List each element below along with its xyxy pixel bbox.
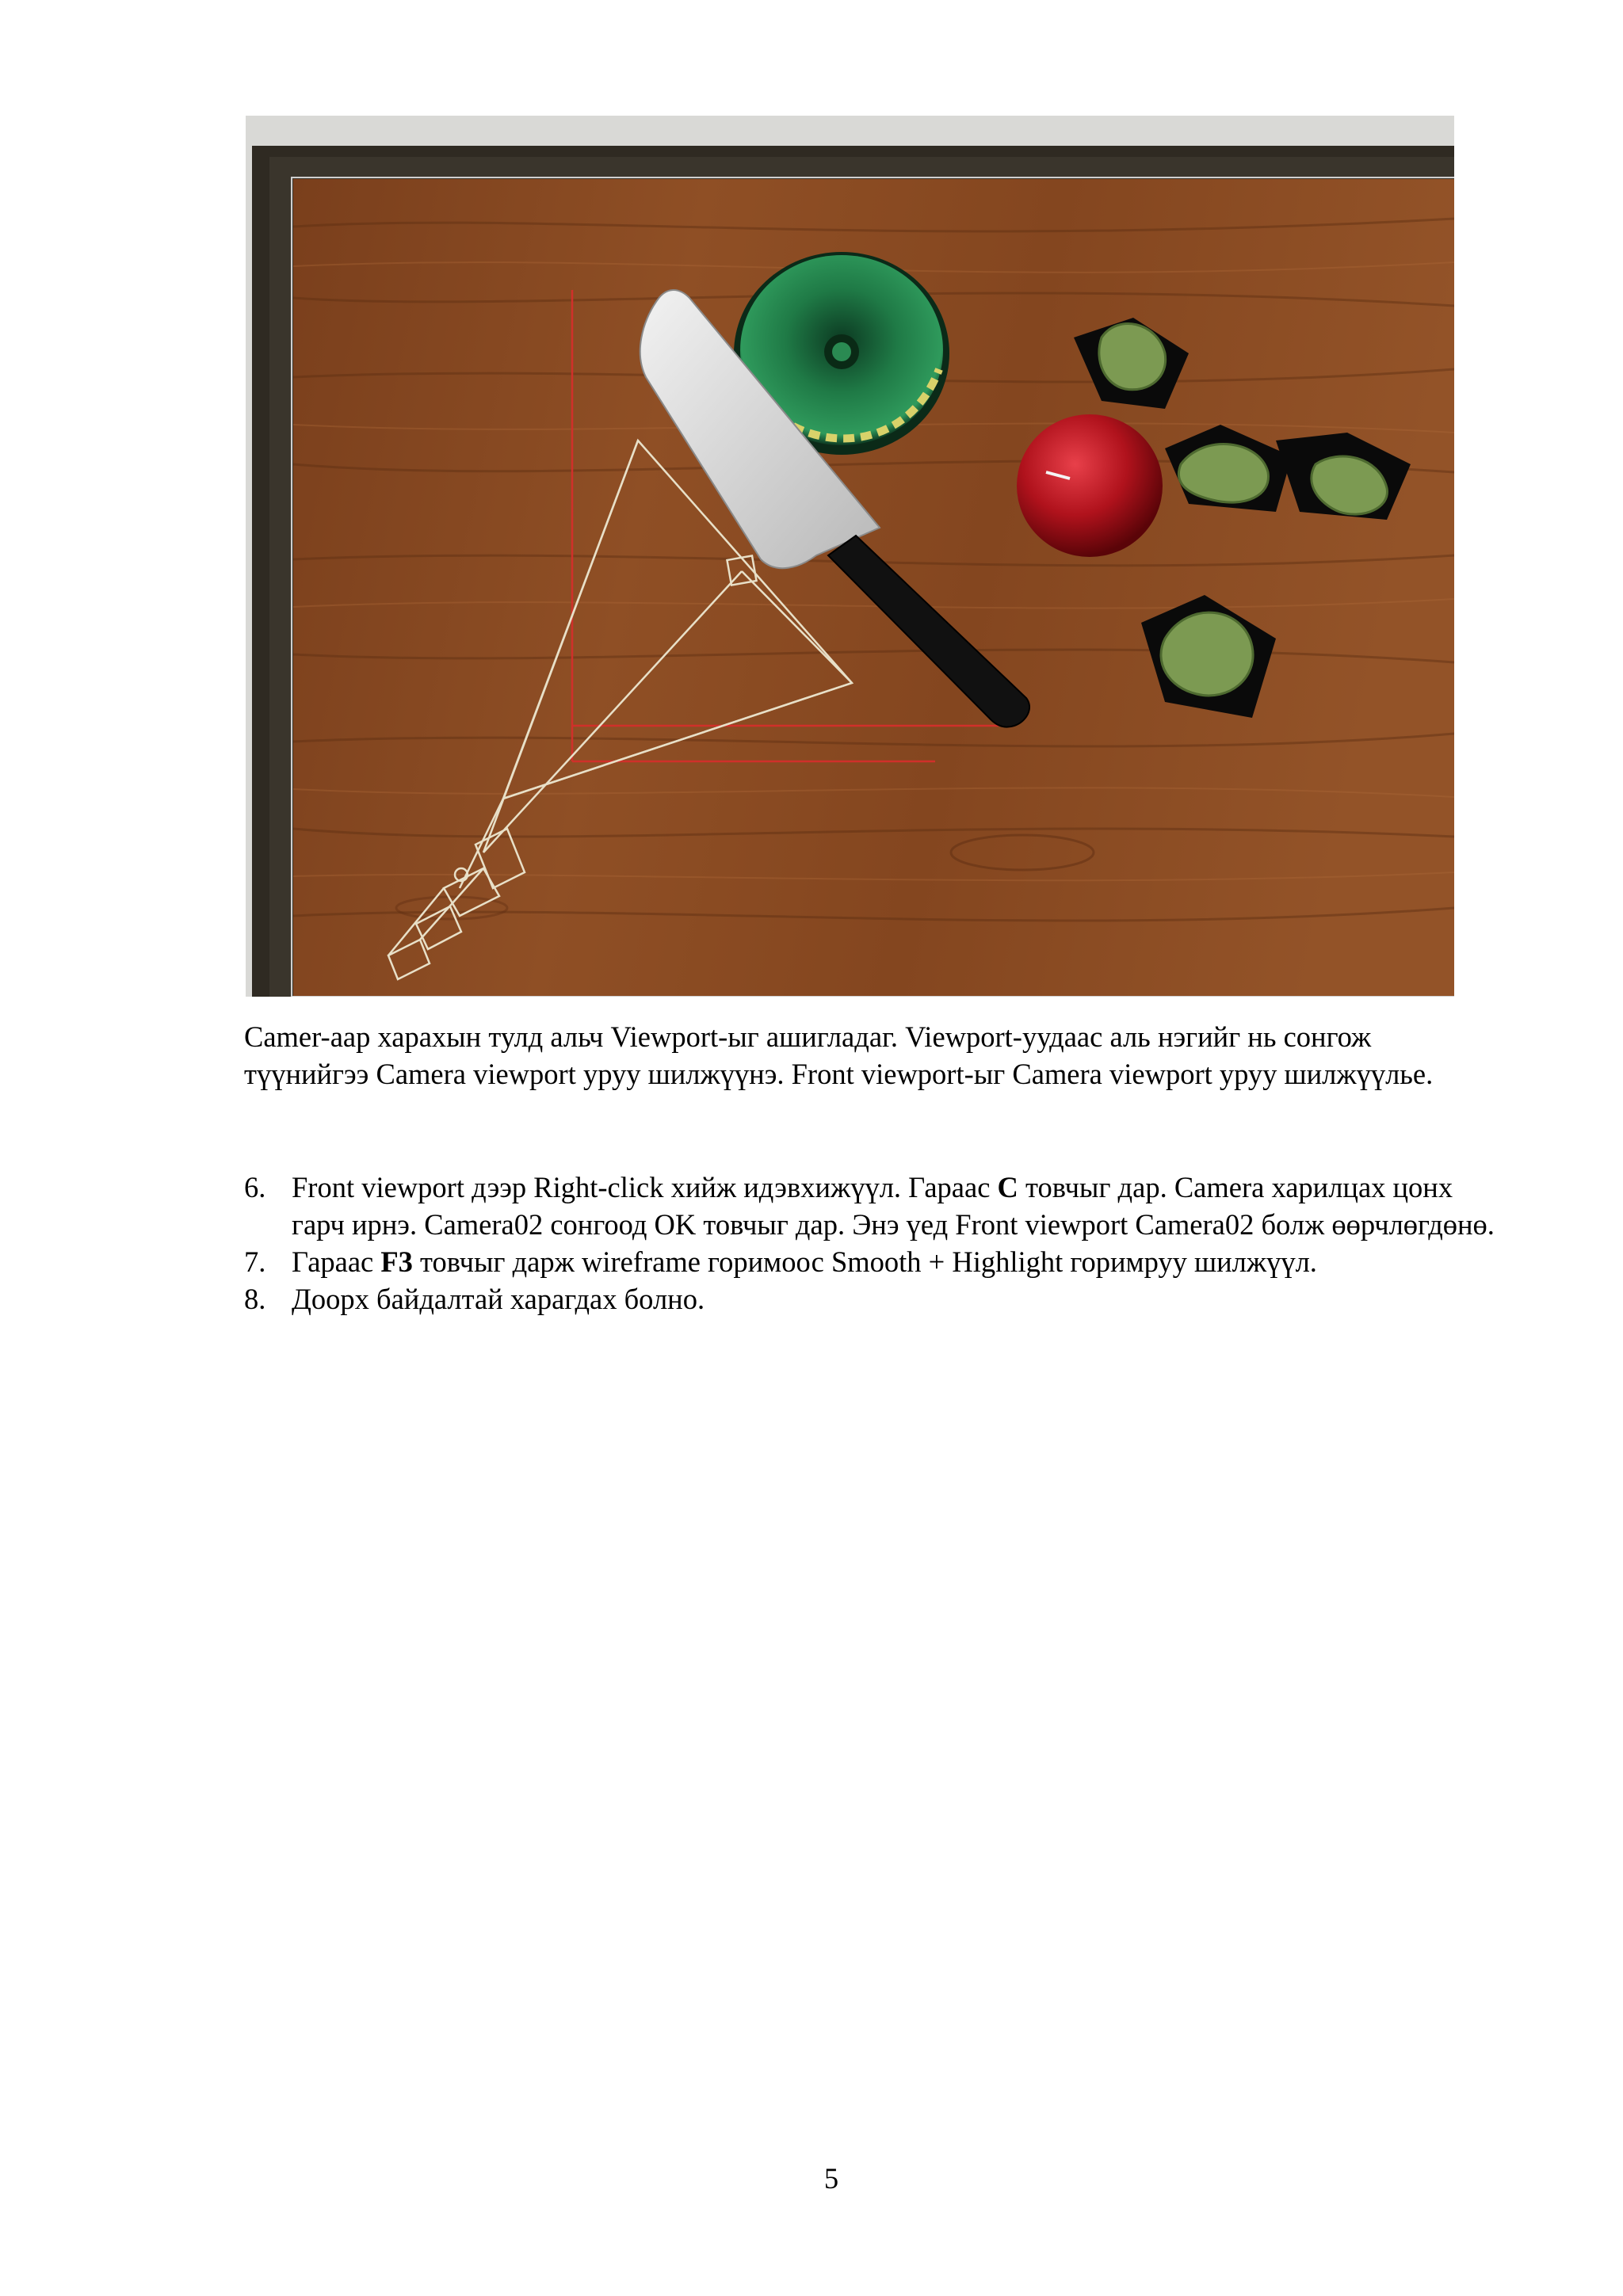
steps-list <box>244 1169 1512 1318</box>
step-number: 8. <box>244 1283 266 1315</box>
list-item <box>244 1280 1512 1318</box>
key-label: F3 <box>380 1245 413 1278</box>
page-number: 5 <box>823 2162 839 2195</box>
step-text: Доорх байдалтай харагдах болно. <box>292 1283 705 1315</box>
step-text: товчыг дарж wireframe горимоос Smooth + Highlight горимруу шилжүүл. <box>412 1245 1317 1278</box>
step-number: 7. <box>244 1245 266 1278</box>
list-item <box>244 1169 1512 1243</box>
step-number: 6. <box>244 1171 266 1203</box>
step-text: Гараас <box>292 1245 381 1278</box>
list-item <box>244 1243 1512 1280</box>
step-text: товчыг дар. Camera харилцах цонх гарч ирнэ. Camera02 сонгоод OK товчыг дар. Энэ үед Front viewport Camera02 болж өөрчлөгдөнө. <box>292 1171 1495 1241</box>
key-label: C <box>997 1171 1018 1203</box>
step-text: Front viewport дээр Right-click хийж идэвхижүүл. Гараас <box>292 1171 998 1203</box>
viewport-screenshot <box>246 116 1454 997</box>
intro-paragraph: Camer-аар харахын тулд альч Viewport-ыг ашигладаг. Viewport-уудаас аль нэгийг нь сонгож түүнийгээ Camera viewport уруу шилжүүнэ. Front viewport-ыг Camera viewport уруу шилжүүлье. <box>244 1020 1434 1090</box>
